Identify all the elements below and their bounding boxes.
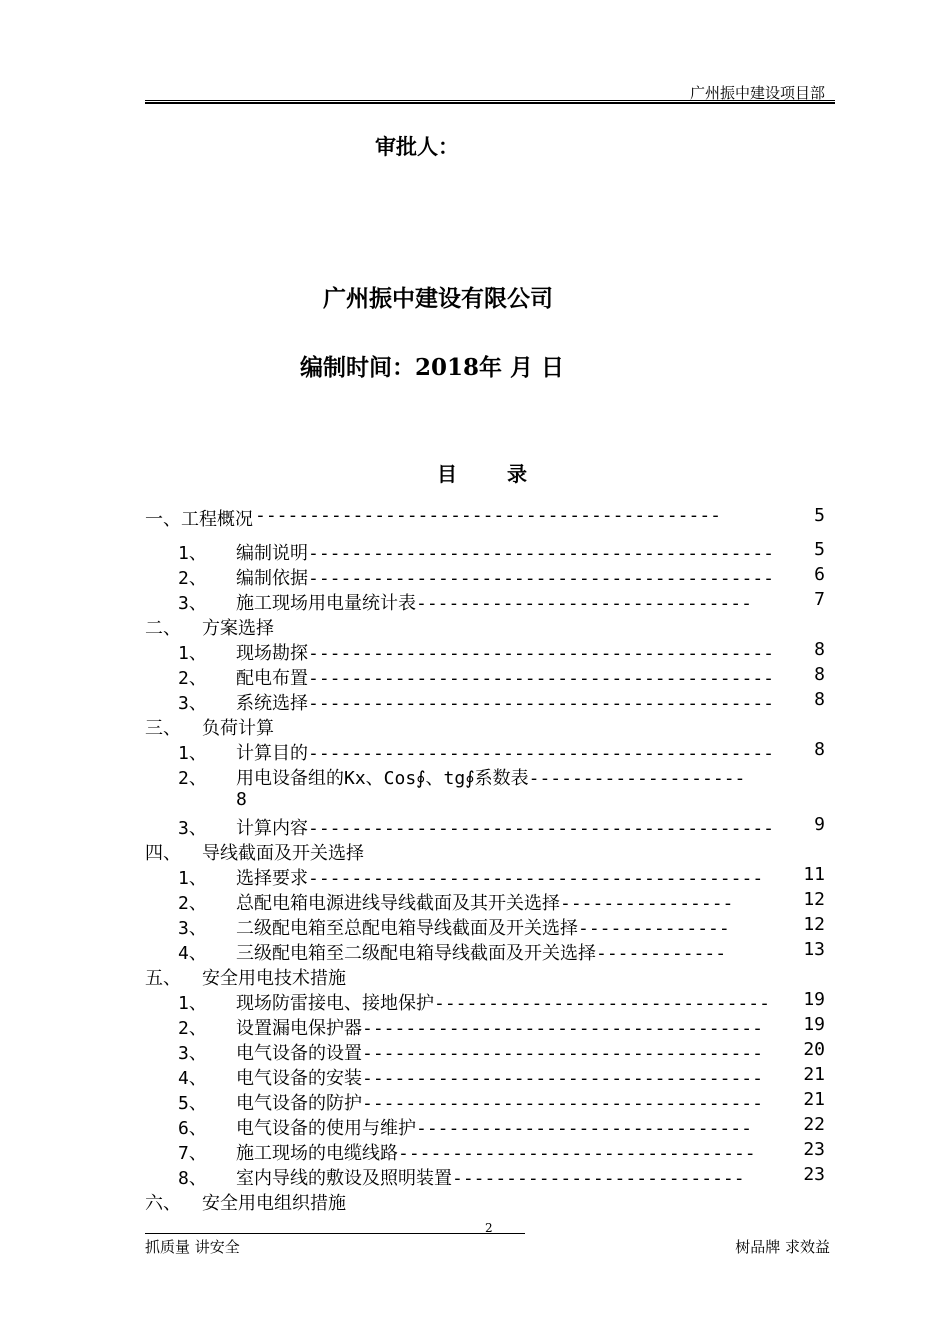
toc-entry-title: 施工现场的电缆线路--------------------------------- <box>236 1143 756 1164</box>
toc-entry-leader: ------------------------------- <box>434 993 770 1014</box>
toc-entry-page: 19 <box>803 989 825 1010</box>
toc-entry-title: 电气设备的防护------------------------------------- <box>236 1093 763 1114</box>
toc-entry-title: 二级配电箱至总配电箱导线截面及开关选择-------------- <box>236 918 730 939</box>
toc-entry-title: 方案选择 <box>202 618 274 639</box>
toc-entry-title: 编制说明------------------------------------------- <box>236 543 774 564</box>
toc-entry-title: 配电布置------------------------------------------- <box>236 668 774 689</box>
toc-entry-title: 负荷计算 <box>202 718 274 739</box>
toc-entry-page: 11 <box>803 864 825 885</box>
toc-entry-page: 8 <box>814 664 825 685</box>
toc-entry-title: 设置漏电保护器------------------------------------- <box>236 1018 763 1039</box>
toc-entry-page: 8 <box>814 739 825 760</box>
toc-entry-leader: ------------------------------- <box>416 1118 752 1139</box>
toc-entry-number: 6、 <box>178 1118 207 1139</box>
toc-entry-number: 3、 <box>178 1043 207 1064</box>
toc-entry-leader: ------------------------------------- <box>362 1018 763 1039</box>
toc-entry-page: 5 <box>814 505 825 526</box>
toc-entry-page: 12 <box>803 914 825 935</box>
toc-entry-title: 系统选择------------------------------------------- <box>236 693 774 714</box>
toc-entry-leader: ------------------------------------- <box>362 1043 763 1064</box>
toc-entry-page: 7 <box>814 589 825 610</box>
toc-entry-leader: -------------------- <box>528 768 746 789</box>
toc-entry-title: 三级配电箱至二级配电箱导线截面及开关选择------------ <box>236 943 727 964</box>
toc-entry-title: 现场防雷接电、接地保护------------------------------- <box>236 993 770 1014</box>
toc-entry-number: 2、 <box>178 768 207 789</box>
toc-entry-number: 五、 <box>145 968 181 989</box>
toc-entry-page: 8 <box>814 639 825 660</box>
footer-slogan-left: 抓质量 讲安全 <box>145 1238 240 1256</box>
toc-entry-title: 编制依据------------------------------------------- <box>236 568 774 589</box>
toc-entry-title: 选择要求------------------------------------------ <box>236 868 764 889</box>
toc-entry-number: 2、 <box>178 1018 207 1039</box>
toc-entry-number: 3、 <box>178 818 207 839</box>
company-name: 广州振中建设有限公司 <box>323 285 553 312</box>
toc-entry-page: 22 <box>803 1114 825 1135</box>
toc-entry-leader: ------------------------------------- <box>362 1093 763 1114</box>
toc-entry-page: 20 <box>803 1039 825 1060</box>
toc-entry-title: 总配电箱电源进线导线截面及其开关选择---------------- <box>236 893 734 914</box>
page-number: 2 <box>485 1221 493 1235</box>
toc-entry-number: 8、 <box>178 1168 207 1189</box>
toc-entry-title: 计算内容------------------------------------------- <box>236 818 774 839</box>
toc-entry-number: 1、 <box>178 993 207 1014</box>
toc-entry-title: 现场勘探------------------------------------------- <box>236 643 774 664</box>
toc-entry-number: 3、 <box>178 693 207 714</box>
toc-entry-page: 8 <box>814 689 825 710</box>
footer-slogan-right: 树品牌 求效益 <box>735 1238 830 1256</box>
toc-entry-leader: ------------------------------------------- <box>308 643 774 664</box>
compile-time: 编制时间：2018年 月 日 <box>300 354 565 381</box>
toc-entry-number: 2、 <box>178 893 207 914</box>
toc-entry-leader: ------------------------------------------- <box>308 668 774 689</box>
toc-entry-leader: ------------------------------------------- <box>308 543 774 564</box>
toc-entry-title <box>255 505 721 526</box>
toc-entry-title: 安全用电技术措施 <box>202 968 346 989</box>
header-project-name: 广州振中建设项目部 <box>689 84 825 102</box>
toc-entry-title: 导线截面及开关选择 <box>202 843 364 864</box>
toc-title-left: 目 <box>437 462 457 486</box>
toc-entry-page: 23 <box>803 1164 825 1185</box>
header-divider <box>145 100 835 101</box>
toc-entry-page: 9 <box>814 814 825 835</box>
toc-entry-leader: --------------------------- <box>452 1168 745 1189</box>
toc-entry-leader: ------------------------------------------- <box>308 693 774 714</box>
toc-entry-page: 23 <box>803 1139 825 1160</box>
toc-entry-page: 12 <box>803 889 825 910</box>
toc-entry-page: 21 <box>803 1064 825 1085</box>
toc-entry-title: 施工现场用电量统计表------------------------------- <box>236 593 752 614</box>
toc-entry-leader: --------------------------------- <box>398 1143 756 1164</box>
toc-entry-leader: ------------------------------------- <box>362 1068 763 1089</box>
toc-entry-leader: ------------------------------------------- <box>308 818 774 839</box>
toc-entry-leader: ---------------- <box>560 893 734 914</box>
toc-entry-number: 1、 <box>178 543 207 564</box>
toc-entry-title: 计算目的------------------------------------------- <box>236 743 774 764</box>
toc-entry-page: 21 <box>803 1089 825 1110</box>
toc-entry-page: 19 <box>803 1014 825 1035</box>
toc-entry-page: 5 <box>814 539 825 560</box>
toc-entry-title: 安全用电组织措施 <box>202 1193 346 1214</box>
toc-entry-title: 电气设备的安装------------------------------------- <box>236 1068 763 1089</box>
toc-entry-number: 四、 <box>145 843 181 864</box>
toc-entry-number: 1、 <box>178 743 207 764</box>
toc-entry-number: 二、 <box>145 618 181 639</box>
footer-divider <box>145 1233 525 1234</box>
toc-entry-leader: ------------------------------------------- <box>308 568 774 589</box>
toc-entry-number: 一、工程概况 <box>145 509 253 530</box>
toc-entry-leader: ------------ <box>596 943 727 964</box>
toc-entry-leader: ------------------------------------------ <box>308 868 764 889</box>
header-divider-thick <box>145 102 835 104</box>
toc-entry-page: 13 <box>803 939 825 960</box>
approver-label: 审批人： <box>375 134 459 159</box>
toc-entry-number: 4、 <box>178 1068 207 1089</box>
toc-title <box>437 458 527 487</box>
toc-entry-number: 5、 <box>178 1093 207 1114</box>
toc-entry-number: 1、 <box>178 643 207 664</box>
toc-entry-number: 1、 <box>178 868 207 889</box>
toc-title-right: 录 <box>507 462 527 486</box>
toc-entry-title: 电气设备的设置------------------------------------- <box>236 1043 763 1064</box>
toc-entry-number: 3、 <box>178 593 207 614</box>
toc-entry-number: 2、 <box>178 568 207 589</box>
toc-entry-leader: ------------------------------------------- <box>255 505 721 526</box>
toc-entry-leader: ------------------------------- <box>416 593 752 614</box>
toc-entry-title: 电气设备的使用与维护------------------------------- <box>236 1118 752 1139</box>
toc-entry-number: 2、 <box>178 668 207 689</box>
toc-entry-number: 六、 <box>145 1193 181 1214</box>
toc-entry-leader: -------------- <box>578 918 730 939</box>
toc-entry-title: 8 <box>236 789 247 810</box>
toc-entry-number: 3、 <box>178 918 207 939</box>
toc-entry-leader: ------------------------------------------- <box>308 743 774 764</box>
toc-entry-number: 三、 <box>145 718 181 739</box>
toc-entry-number: 4、 <box>178 943 207 964</box>
toc-entry-title: 室内导线的敷设及照明装置--------------------------- <box>236 1168 745 1189</box>
toc-entry-page: 6 <box>814 564 825 585</box>
toc-entry-number: 7、 <box>178 1143 207 1164</box>
toc-entry-title: 用电设备组的Kx、Cos∮、tg∮系数表-------------------- <box>236 768 746 789</box>
